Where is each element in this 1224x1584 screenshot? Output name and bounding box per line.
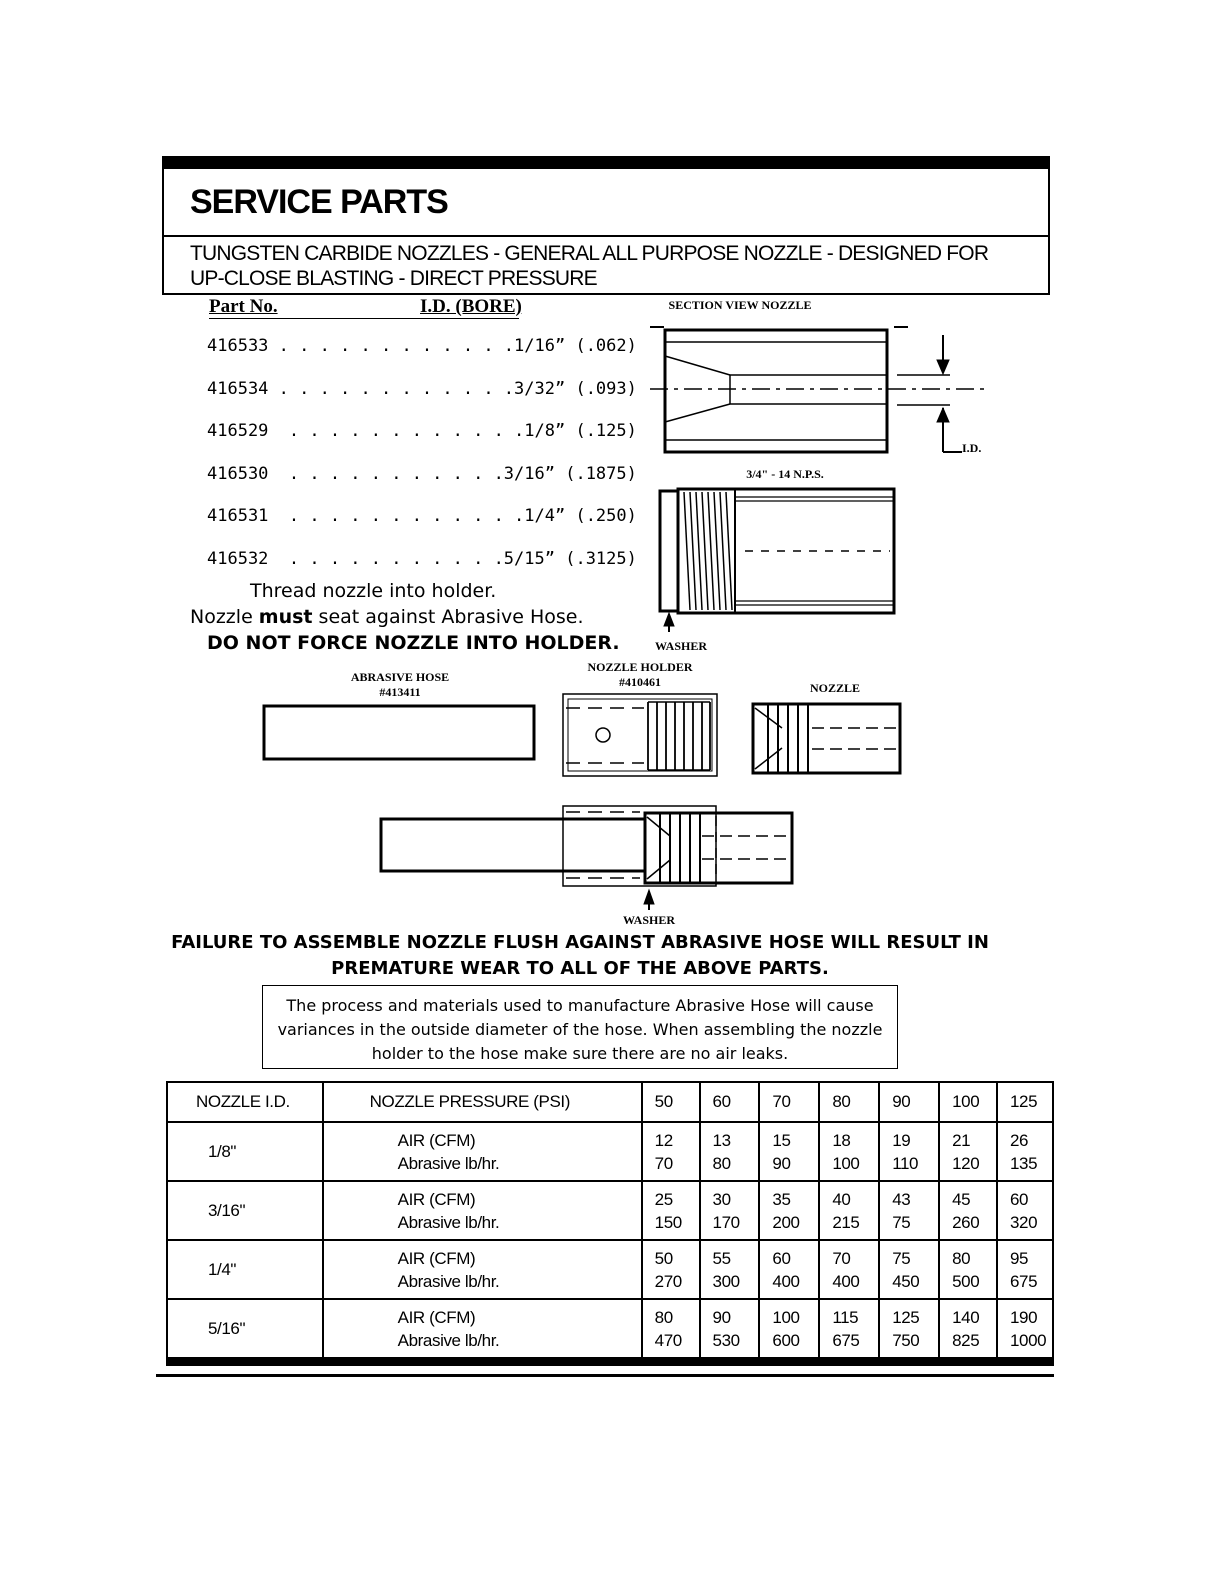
- label-air: AIR (CFM): [397, 1307, 476, 1327]
- cell-value: [879, 1122, 939, 1181]
- abrasive-value: 530: [712, 1330, 740, 1350]
- air-value: 60: [772, 1248, 791, 1268]
- cell-value: [879, 1299, 939, 1358]
- cell-value: [819, 1299, 879, 1358]
- abrasive-value: 90: [772, 1153, 791, 1173]
- header-psi: 60: [700, 1082, 760, 1122]
- row-nozzle-id: 1/4": [167, 1240, 323, 1299]
- row-labels: [323, 1299, 642, 1358]
- id-label: I.D.: [962, 441, 982, 455]
- air-value: 100: [772, 1307, 800, 1327]
- air-value: 115: [832, 1307, 859, 1327]
- cell-value: [759, 1122, 819, 1181]
- nozzle-shape: [753, 704, 900, 773]
- label-air: AIR (CFM): [397, 1130, 476, 1150]
- part-row: 416532 . . . . . . . . . . .5/15” (.3125): [207, 548, 637, 569]
- abrasive-value: 750: [892, 1330, 920, 1350]
- abrasive-value: 400: [772, 1271, 800, 1291]
- warning-line-1: FAILURE TO ASSEMBLE NOZZLE FLUSH AGAINST ABRASIVE HOSE WILL RESULT IN: [171, 932, 989, 953]
- cell-value: [759, 1240, 819, 1299]
- part-row: 416530 . . . . . . . . . . .3/16” (.1875): [207, 463, 637, 484]
- cell-value: [642, 1122, 700, 1181]
- abrasive-value: 110: [892, 1153, 919, 1173]
- assembly-warning: [160, 930, 1000, 982]
- abrasive-value: 300: [712, 1271, 740, 1291]
- part-row: 416529 . . . . . . . . . . . .1/8” (.125): [207, 421, 637, 441]
- row-nozzle-id: 5/16": [167, 1299, 323, 1358]
- air-value: 45: [952, 1189, 971, 1209]
- nozzle-holder-number: #410461: [619, 675, 661, 689]
- air-value: 50: [654, 1248, 673, 1268]
- header-psi: 90: [879, 1082, 939, 1122]
- info-line-2: variances in the outside diameter of the hose. When assembling the nozzle: [277, 1020, 883, 1039]
- cell-value: [700, 1181, 760, 1240]
- cell-value: [939, 1122, 997, 1181]
- assembly-shape: [381, 806, 792, 910]
- info-line-1: The process and materials used to manufacture Abrasive Hose will cause: [286, 996, 874, 1015]
- header-pressure: NOZZLE PRESSURE (PSI): [323, 1082, 642, 1122]
- cell-value: [879, 1181, 939, 1240]
- abrasive-hose-number: #413411: [379, 685, 421, 699]
- abrasive-value: 320: [1009, 1212, 1038, 1232]
- page-bottom-rule: [156, 1374, 1054, 1377]
- info-line-3: holder to the hose make sure there are no air leaks.: [371, 1044, 789, 1063]
- section-view-label: SECTION VIEW NOZZLE: [668, 298, 812, 312]
- label-air: AIR (CFM): [397, 1189, 476, 1209]
- abrasive-value: 170: [712, 1212, 740, 1232]
- air-value: 15: [772, 1130, 791, 1150]
- nozzle-holder-label: [570, 660, 710, 690]
- cell-value: [819, 1181, 879, 1240]
- header-psi: 50: [642, 1082, 700, 1122]
- cell-value: [642, 1299, 700, 1358]
- abrasive-value: 100: [832, 1153, 860, 1173]
- nozzle-label: NOZZLE: [809, 681, 860, 695]
- abrasive-value: 75: [892, 1212, 911, 1232]
- air-value: 40: [832, 1189, 851, 1209]
- abrasive-hose-shape: [264, 706, 534, 759]
- col-bore: I.D. (BORE): [420, 296, 522, 317]
- cell-value: [939, 1240, 997, 1299]
- air-value: 75: [892, 1248, 911, 1268]
- abrasive-value: 470: [654, 1330, 682, 1350]
- table-header-row: [167, 1082, 1053, 1122]
- abrasive-value: 675: [1009, 1271, 1038, 1291]
- cell-value: [997, 1240, 1053, 1299]
- air-value: 26: [1009, 1130, 1029, 1150]
- instruction-seat-post: seat against Abrasive Hose.: [312, 606, 584, 628]
- nozzle-holder-name: NOZZLE HOLDER: [587, 660, 693, 674]
- row-labels: [323, 1122, 642, 1181]
- abrasive-value: 270: [654, 1271, 682, 1291]
- table-row: [167, 1181, 1053, 1240]
- washer-label-top: WASHER: [654, 639, 707, 653]
- cell-value: [759, 1181, 819, 1240]
- warning-line-2: PREMATURE WEAR TO ALL OF THE ABOVE PARTS.: [331, 958, 829, 979]
- section-view-nozzle: [650, 327, 985, 452]
- page-title: SERVICE PARTS: [190, 183, 448, 221]
- air-value: 70: [832, 1248, 851, 1268]
- header-nozzle-id: NOZZLE I.D.: [167, 1082, 323, 1122]
- cell-value: [759, 1299, 819, 1358]
- label-air: AIR (CFM): [397, 1248, 476, 1268]
- nozzle-holder-shape: [563, 694, 717, 776]
- air-value: 13: [712, 1130, 731, 1150]
- air-value: 43: [892, 1189, 911, 1209]
- row-labels: [323, 1181, 642, 1240]
- abrasive-value: 1000: [1009, 1330, 1047, 1350]
- row-nozzle-id: 1/8": [167, 1122, 323, 1181]
- instruction-seat-bold: must: [258, 606, 313, 628]
- air-value: 140: [952, 1307, 980, 1327]
- air-value: 30: [712, 1189, 731, 1209]
- air-value: 90: [712, 1307, 731, 1327]
- abrasive-value: 70: [654, 1153, 673, 1173]
- air-value: 190: [1009, 1307, 1038, 1327]
- instruction-seat-pre: Nozzle: [190, 606, 259, 628]
- abrasive-value: 400: [832, 1271, 860, 1291]
- air-value: 35: [772, 1189, 791, 1209]
- cell-value: [700, 1240, 760, 1299]
- air-value: 125: [892, 1307, 920, 1327]
- label-abrasive: Abrasive lb/hr.: [397, 1330, 500, 1350]
- abrasive-value: 600: [772, 1330, 800, 1350]
- air-value: 25: [654, 1189, 673, 1209]
- cell-value: [700, 1299, 760, 1358]
- air-value: 80: [654, 1307, 673, 1327]
- table-row: [167, 1299, 1053, 1358]
- cell-value: [819, 1122, 879, 1181]
- cell-value: [819, 1240, 879, 1299]
- row-nozzle-id: 3/16": [167, 1181, 323, 1240]
- header-psi: 100: [939, 1082, 997, 1122]
- instruction-thread: Thread nozzle into holder.: [250, 580, 497, 602]
- abrasive-value: 260: [952, 1212, 980, 1232]
- label-abrasive: Abrasive lb/hr.: [397, 1212, 500, 1232]
- air-value: 19: [892, 1130, 911, 1150]
- hose-info-box: [262, 985, 898, 1069]
- page-subtitle: TUNGSTEN CARBIDE NOZZLES - GENERAL ALL PURPOSE NOZZLE - DESIGNED FOR UP-CLOSE BLASTING - DIRECT PRESSURE: [190, 242, 989, 290]
- row-labels: [323, 1240, 642, 1299]
- abrasive-hose-label: [320, 670, 480, 700]
- abrasive-hose-name: ABRASIVE HOSE: [350, 670, 450, 684]
- abrasive-value: 500: [952, 1271, 980, 1291]
- table-row: [167, 1122, 1053, 1181]
- abrasive-value: 80: [712, 1153, 731, 1173]
- part-row: 416533 . . . . . . . . . . . .1/16” (.062): [207, 336, 637, 356]
- abrasive-value: 150: [654, 1212, 682, 1232]
- abrasive-value: 215: [832, 1212, 860, 1232]
- header-psi: 80: [819, 1082, 879, 1122]
- instruction-warning: DO NOT FORCE NOZZLE INTO HOLDER.: [207, 632, 620, 654]
- part-row: 416531 . . . . . . . . . . . .1/4” (.250): [207, 506, 637, 526]
- abrasive-value: 825: [952, 1330, 980, 1350]
- air-value: 55: [712, 1248, 731, 1268]
- air-value: 18: [832, 1130, 851, 1150]
- cell-value: [642, 1181, 700, 1240]
- air-value: 80: [952, 1248, 971, 1268]
- table-bottom-bar: [166, 1359, 1054, 1366]
- header-psi: 125: [997, 1082, 1053, 1122]
- cell-value: [997, 1122, 1053, 1181]
- cell-value: [700, 1122, 760, 1181]
- cell-value: [997, 1299, 1053, 1358]
- part-row: 416534 . . . . . . . . . . . .3/32” (.093): [207, 378, 637, 399]
- abrasive-value: 200: [772, 1212, 800, 1232]
- abrasive-value: 135: [1009, 1153, 1038, 1173]
- air-value: 21: [952, 1130, 971, 1150]
- abrasive-value: 120: [952, 1153, 980, 1173]
- header-psi: 70: [759, 1082, 819, 1122]
- col-part-no: Part No.: [209, 296, 278, 317]
- label-abrasive: Abrasive lb/hr.: [397, 1153, 500, 1173]
- table-row: [167, 1240, 1053, 1299]
- air-value: 95: [1009, 1248, 1029, 1268]
- cell-value: [642, 1240, 700, 1299]
- cell-value: [879, 1240, 939, 1299]
- washer-label-bottom: WASHER: [622, 913, 675, 927]
- abrasive-value: 450: [892, 1271, 920, 1291]
- cell-value: [997, 1181, 1053, 1240]
- thread-spec-label: 3/4" - 14 N.P.S.: [746, 467, 824, 481]
- threaded-nozzle-view: [660, 489, 894, 632]
- air-value: 60: [1009, 1189, 1029, 1209]
- label-abrasive: Abrasive lb/hr.: [397, 1271, 500, 1291]
- cell-value: [939, 1299, 997, 1358]
- cell-value: [939, 1181, 997, 1240]
- nozzle-spec-table: [166, 1081, 1054, 1359]
- abrasive-value: 675: [832, 1330, 860, 1350]
- air-value: 12: [654, 1130, 673, 1150]
